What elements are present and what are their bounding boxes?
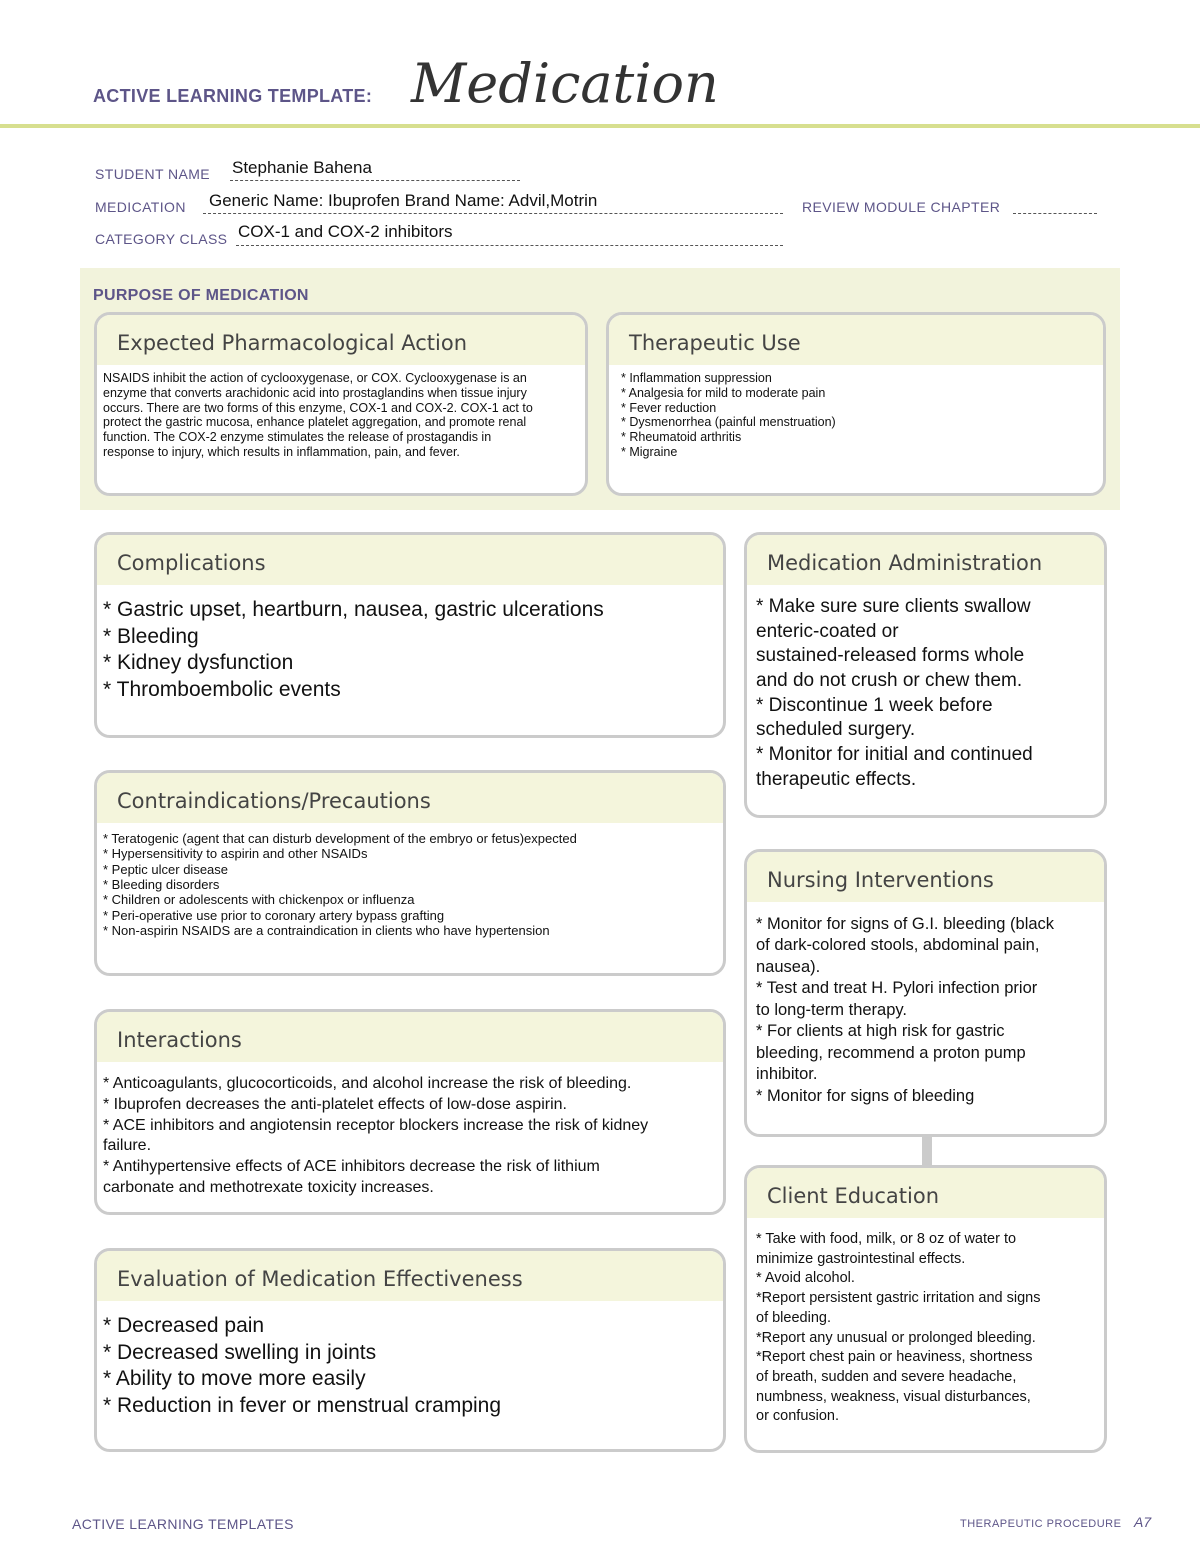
category-class-label: CATEGORY CLASS	[95, 231, 228, 247]
category-class-line	[236, 245, 783, 246]
text-line: NSAIDS inhibit the action of cyclooxygenase, or COX. Cyclooxygenase is an	[103, 371, 527, 385]
page-title: Medication	[411, 52, 719, 115]
text-line: * Decreased swelling in joints	[103, 1340, 377, 1364]
text-line: * Peptic ulcer disease	[103, 861, 229, 877]
text-line: * Dysmenorrhea (painful menstruation)	[621, 415, 836, 430]
therapeutic-use-heading: Therapeutic Use	[609, 315, 1103, 365]
therapeutic-use-box	[606, 312, 1106, 496]
text-line: * ACE inhibitors and angiotensin receptor blockers increase the risk of kidney	[103, 1116, 649, 1134]
text-line: * Gastric upset, heartburn, nausea, gastric ulcerations	[103, 598, 604, 621]
text-line: * Monitor for signs of bleeding	[756, 1086, 975, 1105]
complications-heading: Complications	[97, 535, 723, 585]
text-line: * Kidney dysfunction	[103, 651, 294, 675]
text-line: * Rheumatoid arthritis	[621, 430, 742, 444]
text-line: * Children or adolescents with chickenpox or influenza	[103, 892, 415, 908]
text-line: * Avoid alcohol.	[756, 1270, 855, 1287]
client-education-heading: Client Education	[747, 1168, 1104, 1218]
contraindications-heading: Contraindications/Precautions	[97, 773, 723, 823]
student-name-label: STUDENT NAME	[95, 166, 210, 182]
text-line: * Inflammation suppression	[621, 371, 772, 385]
text-line: and do not crush or chew them.	[756, 670, 1023, 692]
text-line: * Reduction in fever or menstrual cramping	[103, 1393, 502, 1417]
expected-action-heading: Expected Pharmacological Action	[97, 315, 585, 365]
student-name-line	[230, 180, 520, 181]
review-module-label: REVIEW MODULE CHAPTER	[802, 199, 1001, 215]
text-line: occurs. There are two forms of this enzyme, COX-1 and COX-2. COX-1 act to	[103, 400, 533, 415]
text-line: * Discontinue 1 week before	[756, 694, 993, 716]
page-number: A7	[1134, 1514, 1152, 1530]
medication-value[interactable]: Generic Name: Ibuprofen Brand Name: Advil,Motrin	[209, 191, 598, 210]
text-line: * Fever reduction	[621, 400, 717, 415]
text-line: * Ibuprofen decreases the anti-platelet effects of low-dose aspirin.	[103, 1095, 567, 1113]
student-name-value[interactable]: Stephanie Bahena	[232, 158, 372, 177]
evaluation-heading: Evaluation of Medication Effectiveness	[97, 1251, 723, 1301]
nursing-text	[747, 902, 1104, 1107]
evaluation-text	[97, 1301, 723, 1420]
footer-right: THERAPEUTIC PROCEDURE	[960, 1518, 1122, 1530]
expected-action-box	[94, 312, 588, 496]
text-line: *Report chest pain or heaviness, shortness	[756, 1349, 1033, 1366]
purpose-title: PURPOSE OF MEDICATION	[93, 287, 309, 304]
box-connector	[922, 1134, 932, 1166]
text-line: scheduled surgery.	[756, 719, 916, 741]
evaluation-box	[94, 1248, 726, 1452]
expected-action-text	[97, 365, 585, 460]
complications-box	[94, 532, 726, 738]
text-line: * Peri-operative use prior to coronary artery bypass grafting	[103, 907, 445, 923]
text-line: sustained-released forms whole	[756, 645, 1025, 667]
text-line: * Make sure sure clients swallow	[756, 596, 1031, 617]
text-line: * Anticoagulants, glucocorticoids, and alcohol increase the risk of bleeding.	[103, 1075, 632, 1092]
text-line: * Hypersensitivity to aspirin and other NSAIDs	[103, 846, 368, 862]
text-line: nausea).	[756, 957, 821, 976]
template-label: ACTIVE LEARNING TEMPLATE:	[93, 86, 373, 106]
footer-left: ACTIVE LEARNING TEMPLATES	[72, 1516, 294, 1532]
header-divider	[0, 124, 1200, 128]
contraindications-box	[94, 770, 726, 976]
contraindications-text	[97, 823, 723, 938]
text-line: function. The COX-2 enzyme stimulates the release of prostagandis in	[103, 430, 492, 444]
text-line: *Report any unusual or prolonged bleeding.	[756, 1329, 1036, 1346]
category-class-value[interactable]: COX-1 and COX-2 inhibitors	[238, 222, 453, 241]
client-education-text	[747, 1218, 1104, 1427]
text-line: * Monitor for signs of G.I. bleeding (black	[756, 915, 1055, 933]
text-line: minimize gastrointestinal effects.	[756, 1250, 966, 1267]
interactions-text	[97, 1062, 723, 1199]
text-line: * Thromboembolic events	[103, 677, 341, 701]
client-education-box	[744, 1165, 1107, 1453]
text-line: protect the gastric mucosa, enhance platelet aggregation, and promote renal	[103, 415, 527, 430]
text-line: * Teratogenic (agent that can disturb development of the embryo or fetus)expected	[103, 831, 577, 846]
text-line: to long-term therapy.	[756, 1000, 908, 1019]
text-line: enteric-coated or	[756, 620, 899, 642]
administration-box	[744, 532, 1107, 818]
administration-heading: Medication Administration	[747, 535, 1104, 585]
text-line: * Ability to move more easily	[103, 1367, 366, 1391]
text-line: of breath, sudden and severe headache,	[756, 1369, 1017, 1386]
text-line: therapeutic effects.	[756, 768, 917, 790]
text-line: carbonate and methotrexate toxicity increases.	[103, 1178, 434, 1196]
nursing-box	[744, 849, 1107, 1137]
nursing-heading: Nursing Interventions	[747, 852, 1104, 902]
text-line: * Migraine	[621, 444, 678, 459]
medication-label: MEDICATION	[95, 199, 186, 215]
text-line: * Decreased pain	[103, 1314, 265, 1337]
text-line: * Bleeding	[103, 624, 199, 648]
review-module-line[interactable]	[1013, 213, 1097, 214]
text-line: * Test and treat H. Pylori infection prior	[756, 979, 1038, 998]
text-line: of bleeding.	[756, 1309, 831, 1326]
text-line: or confusion.	[756, 1408, 840, 1425]
text-line: of dark-colored stools, abdominal pain,	[756, 936, 1040, 955]
interactions-heading: Interactions	[97, 1012, 723, 1062]
therapeutic-use-text	[609, 365, 1103, 460]
text-line: * Take with food, milk, or 8 oz of water to	[756, 1231, 1017, 1247]
text-line: * Analgesia for mild to moderate pain	[621, 385, 826, 400]
text-line: bleeding, recommend a proton pump	[756, 1043, 1026, 1062]
text-line: * Non-aspirin NSAIDS are a contraindication in clients who have hypertension	[103, 922, 550, 938]
administration-text	[747, 585, 1104, 793]
text-line: * For clients at high risk for gastric	[756, 1022, 1005, 1041]
interactions-box	[94, 1009, 726, 1215]
text-line: inhibitor.	[756, 1065, 818, 1084]
text-line: *Report persistent gastric irritation and signs	[756, 1290, 1041, 1307]
text-line: * Monitor for initial and continued	[756, 744, 1033, 766]
complications-text	[97, 585, 723, 704]
text-line: enzyme that converts arachidonic acid into prostaglandins when tissue injury	[103, 385, 527, 400]
text-line: response to injury, which results in inflammation, pain, and fever.	[103, 444, 460, 459]
text-line: failure.	[103, 1137, 152, 1155]
medication-line	[203, 213, 783, 214]
text-line: * Bleeding disorders	[103, 876, 220, 892]
text-line: * Antihypertensive effects of ACE inhibitors decrease the risk of lithium	[103, 1158, 600, 1176]
text-line: numbness, weakness, visual disturbances,	[756, 1388, 1031, 1405]
